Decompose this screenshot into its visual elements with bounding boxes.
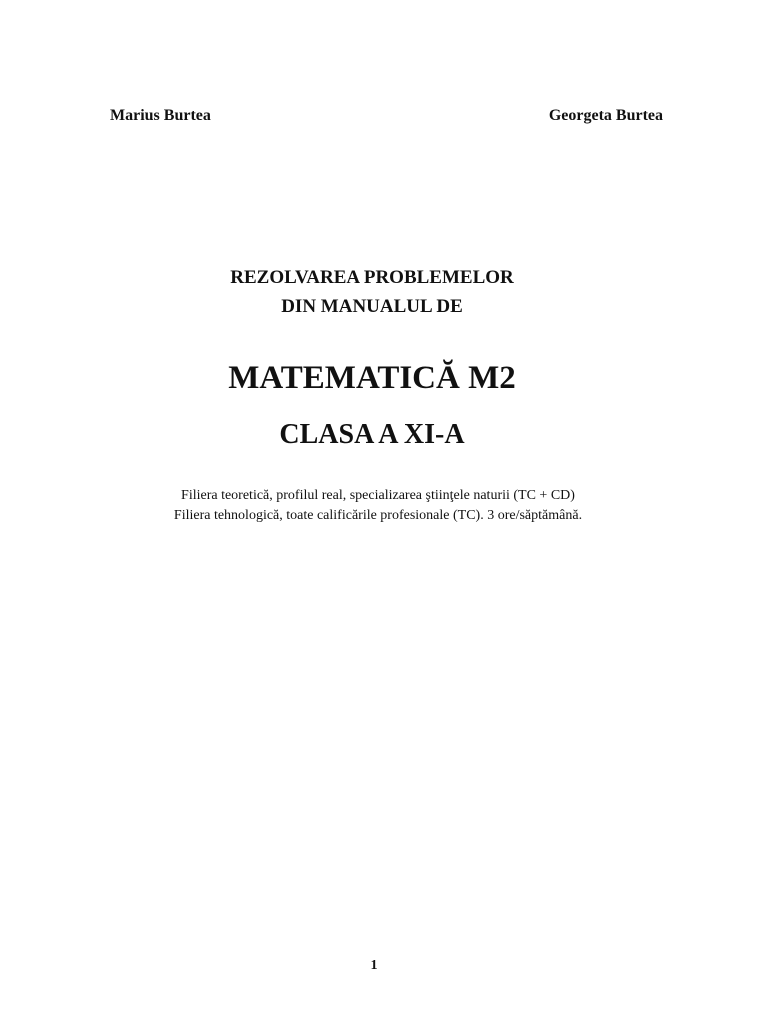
description — [0, 486, 756, 526]
description-line-2: Filiera tehnologică, toate calificările profesionale (TC). 3 ore/săptămână. — [173, 508, 583, 523]
heading-line-1: REZOLVAREA PROBLEMELOR — [230, 267, 514, 288]
subject-title: MATEMATICĂ M2 — [228, 360, 516, 396]
author-right: Georgeta Burtea — [548, 107, 663, 124]
class-title: CLASA A XI-A — [279, 419, 465, 450]
author-left: Marius Burtea — [110, 107, 211, 124]
heading-subtitle — [0, 263, 744, 321]
heading-line-2: DIN MANUALUL DE — [281, 296, 463, 317]
page-number: 1 — [370, 958, 378, 973]
description-line-1: Filiera teoretică, profilul real, specializarea ştiinţele naturii (TC + CD) — [181, 488, 575, 503]
